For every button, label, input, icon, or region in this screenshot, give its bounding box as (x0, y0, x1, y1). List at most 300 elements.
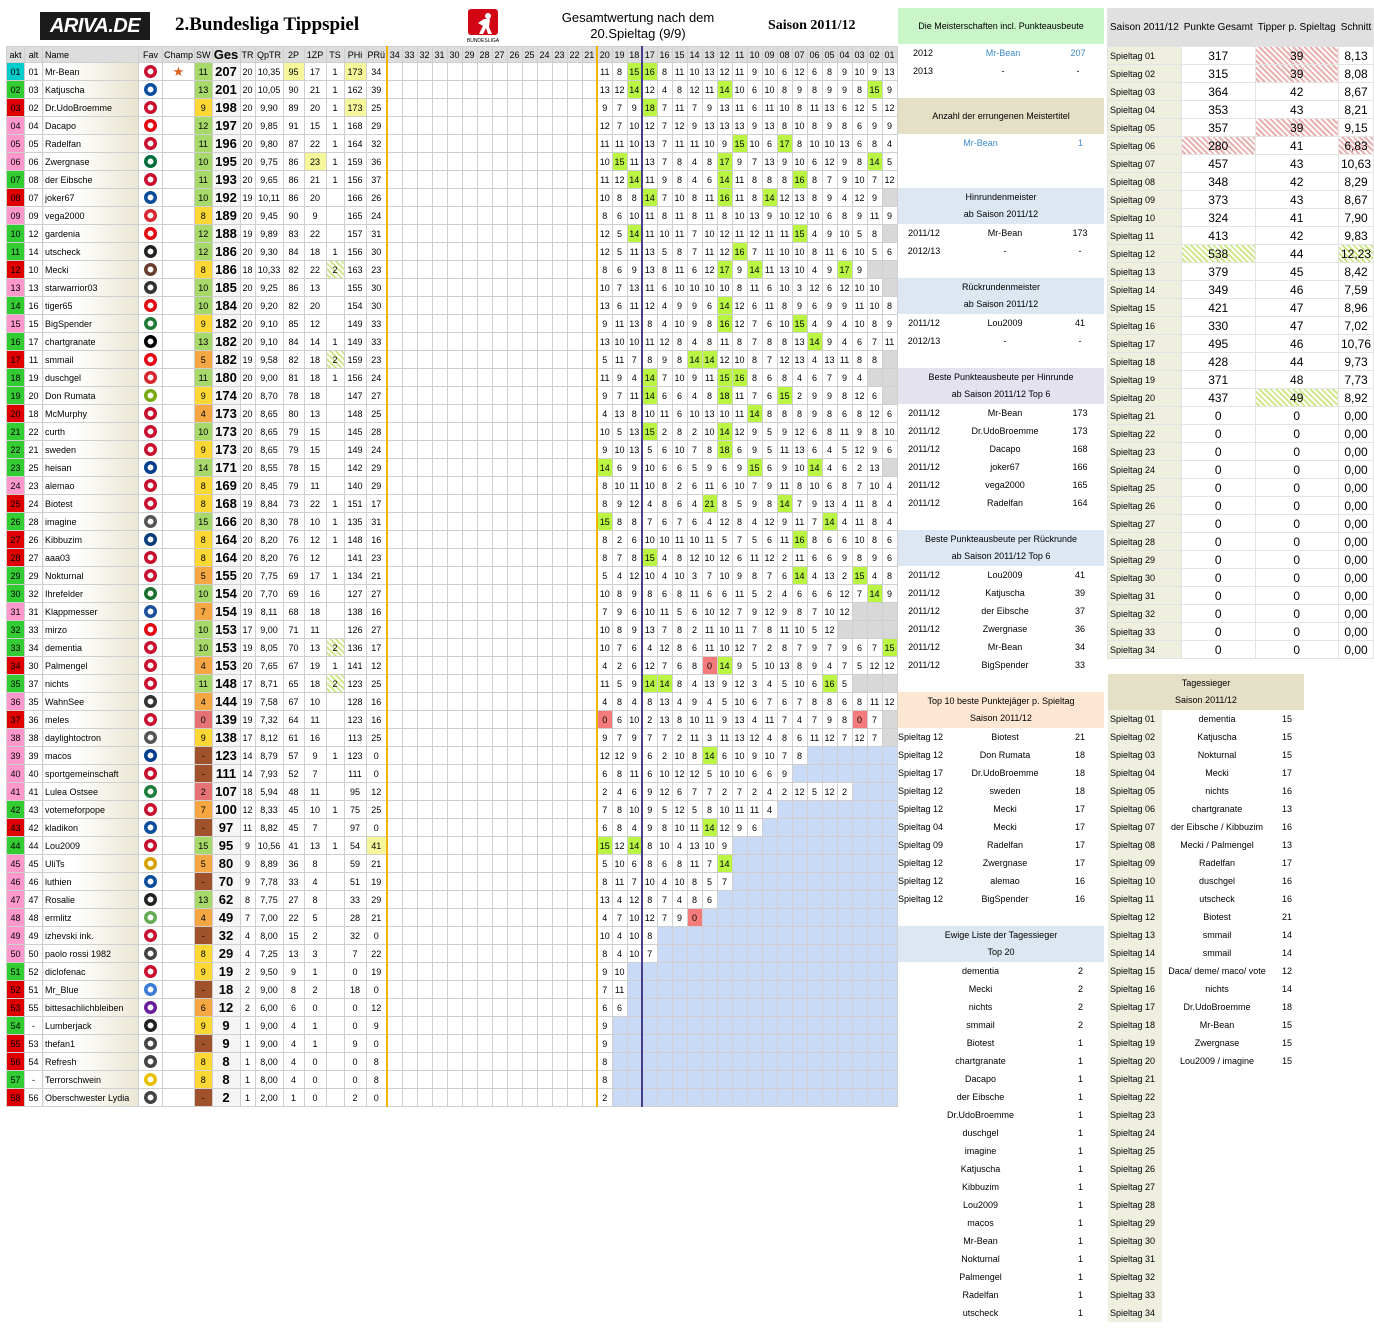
matchday-cell (552, 657, 567, 675)
col-header-matchday[interactable]: 34 (387, 47, 402, 63)
matchday-cell (432, 621, 447, 639)
matchday-points: 6 (672, 783, 687, 801)
player-name[interactable]: Terrorschwein (43, 1071, 139, 1089)
matchday-points: 8 (867, 135, 882, 153)
table-row[interactable] (7, 387, 898, 405)
player-name[interactable]: Klappmesser (43, 603, 139, 621)
matchday-points (627, 1053, 642, 1071)
table-row[interactable] (7, 333, 898, 351)
two-points: 91 (283, 117, 304, 135)
table-row[interactable] (7, 549, 898, 567)
matchday-cell (462, 225, 477, 243)
stats-col-header[interactable]: Tipper p. Spieltag (1255, 9, 1338, 47)
table-row[interactable] (7, 189, 898, 207)
player-name[interactable]: Lou2009 (43, 837, 139, 855)
rank-current: 05 (7, 135, 25, 153)
col-header-akt[interactable]: akt (7, 47, 25, 63)
table-row[interactable] (7, 171, 898, 189)
col-header-matchday[interactable]: 10 (747, 47, 762, 63)
col-header-matchday[interactable]: 31 (432, 47, 447, 63)
player-name[interactable]: Mecki (43, 261, 139, 279)
col-header-matchday[interactable]: 07 (792, 47, 807, 63)
table-row[interactable] (7, 657, 898, 675)
matchday-cell (522, 63, 537, 81)
col-header-name[interactable]: Name (43, 47, 139, 63)
table-row[interactable] (7, 297, 898, 315)
two-points: 82 (283, 351, 304, 369)
matchday-cell (447, 63, 462, 81)
matchday-points: 8 (837, 387, 852, 405)
col-header-matchday[interactable]: 17 (642, 47, 657, 63)
stats-row (1108, 281, 1374, 299)
favorite-team-icon (139, 657, 163, 675)
matchday-points: 4 (807, 351, 822, 369)
matchday-cell (507, 963, 522, 981)
panel-cell: 17 (1281, 768, 1292, 778)
col-header-matchday[interactable]: 15 (672, 47, 687, 63)
matchday-cell (477, 441, 492, 459)
matchday-score: 11 (195, 135, 213, 153)
matchday-cell (507, 585, 522, 603)
matchday-points: 6 (822, 477, 837, 495)
one-point: 8 (304, 855, 326, 873)
matchday-score: - (195, 873, 213, 891)
team-badge-icon (144, 767, 157, 780)
matchday-points (792, 1071, 807, 1089)
table-row[interactable] (7, 63, 898, 81)
col-header-matchday[interactable]: 12 (717, 47, 732, 63)
player-name[interactable]: tiger65 (43, 297, 139, 315)
matchday-points: 13 (762, 117, 777, 135)
player-name[interactable]: Palmengel (43, 657, 139, 675)
panel-cell: Radelfan (986, 498, 1024, 508)
matchday-points: 8 (747, 189, 762, 207)
matchday-cell (432, 585, 447, 603)
matchday-cell (477, 153, 492, 171)
player-name[interactable]: gardenia (43, 225, 139, 243)
rank-current: 51 (7, 963, 25, 981)
col-header-matchday[interactable]: 28 (477, 47, 492, 63)
col-header-matchday[interactable]: 03 (852, 47, 867, 63)
col-header-matchday[interactable]: 29 (462, 47, 477, 63)
player-name[interactable]: Don Rumata (43, 387, 139, 405)
col-header-pru[interactable]: PRü (366, 47, 387, 63)
player-name[interactable]: diclofenac (43, 963, 139, 981)
table-row[interactable] (7, 513, 898, 531)
matchday-points: 4 (657, 567, 672, 585)
table-row[interactable] (7, 819, 898, 837)
total-points: 153 (212, 639, 240, 657)
player-name[interactable]: Biotest (43, 495, 139, 513)
col-header-alt[interactable]: alt (25, 47, 43, 63)
player-name[interactable]: starwarrior03 (43, 279, 139, 297)
player-name[interactable]: Lulea Ostsee (43, 783, 139, 801)
matchday-cell (507, 855, 522, 873)
table-row[interactable] (7, 945, 898, 963)
table-row[interactable] (7, 999, 898, 1017)
player-name[interactable]: daylightoctron (43, 729, 139, 747)
table-row[interactable] (7, 477, 898, 495)
points-second-half: 28 (366, 423, 387, 441)
matchday-cell (477, 693, 492, 711)
matchday-cell (447, 837, 462, 855)
panel-row (898, 1088, 1104, 1106)
matchday-cell (432, 189, 447, 207)
col-header-sw[interactable]: SW (195, 47, 213, 63)
matchday-cell (492, 1071, 507, 1089)
panel-cell: 1 (1077, 1074, 1083, 1084)
matchday-cell (537, 603, 552, 621)
points-second-half: 12 (366, 657, 387, 675)
col-header-matchday[interactable]: 20 (597, 47, 612, 63)
table-row[interactable] (7, 585, 898, 603)
total-points: 166 (212, 513, 240, 531)
matchday-cell (447, 315, 462, 333)
matchday-cell (507, 513, 522, 531)
player-name[interactable]: WahnSee (43, 693, 139, 711)
player-name[interactable]: meles (43, 711, 139, 729)
stats-cell: 39 (1255, 119, 1338, 137)
player-name[interactable]: kladikon (43, 819, 139, 837)
points-second-half: 34 (366, 63, 387, 81)
player-name[interactable]: BigSpender (43, 315, 139, 333)
matchday-cell (507, 279, 522, 297)
player-name[interactable]: Dacapo (43, 117, 139, 135)
player-name[interactable]: joker67 (43, 189, 139, 207)
col-header-matchday[interactable]: 27 (492, 47, 507, 63)
player-name[interactable]: dementia (43, 639, 139, 657)
daily-wins (326, 945, 344, 963)
table-row[interactable] (7, 279, 898, 297)
player-name[interactable]: bittesachlichbleiben (43, 999, 139, 1017)
tipp-rounds: 20 (240, 405, 255, 423)
matchday-points: 4 (837, 315, 852, 333)
player-name[interactable]: Zwergnase (43, 153, 139, 171)
table-row[interactable] (7, 1017, 898, 1035)
panel-cell: 2011/12 (908, 606, 940, 616)
col-header-ts[interactable]: TS (326, 47, 344, 63)
player-name[interactable]: alemao (43, 477, 139, 495)
player-name[interactable]: Dr.UdoBroemme (43, 99, 139, 117)
table-row[interactable] (7, 693, 898, 711)
col-header-matchday[interactable]: 16 (657, 47, 672, 63)
stats-cell: 8,29 (1338, 173, 1374, 191)
player-name[interactable]: aaa03 (43, 549, 139, 567)
table-row[interactable] (7, 261, 898, 279)
matchday-points: 5 (597, 855, 612, 873)
table-row[interactable] (7, 747, 898, 765)
table-row[interactable] (7, 1089, 898, 1107)
player-name[interactable]: sweden (43, 441, 139, 459)
col-header-matchday[interactable]: 08 (777, 47, 792, 63)
player-name[interactable]: vega2000 (43, 207, 139, 225)
player-name[interactable]: luthien (43, 873, 139, 891)
table-row[interactable] (7, 495, 898, 513)
table-row[interactable] (7, 981, 898, 999)
player-name[interactable]: Mr-Bean (43, 63, 139, 81)
col-header-fav[interactable]: Fav (139, 47, 163, 63)
matchday-cell (417, 999, 432, 1017)
player-name[interactable]: smmail (43, 351, 139, 369)
avg-per-round: 9,50 (255, 963, 283, 981)
player-name[interactable]: Lumberjack (43, 1017, 139, 1035)
col-header-qtr[interactable]: QpTR (255, 47, 283, 63)
table-row[interactable] (7, 243, 898, 261)
team-badge-icon (144, 587, 157, 600)
table-row[interactable] (7, 459, 898, 477)
matchday-points: 16 (642, 63, 657, 81)
col-header-matchday[interactable]: 13 (702, 47, 717, 63)
col-header-matchday[interactable]: 05 (822, 47, 837, 63)
table-row[interactable] (7, 603, 898, 621)
matchday-cell (402, 909, 417, 927)
matchday-points: 14 (777, 495, 792, 513)
table-row[interactable] (7, 675, 898, 693)
matchday-cell (507, 927, 522, 945)
matchday-cell (432, 639, 447, 657)
table-row[interactable] (7, 207, 898, 225)
table-row[interactable] (7, 405, 898, 423)
player-name[interactable]: ermlitz (43, 909, 139, 927)
player-name[interactable]: Oberschwester Lydia (43, 1089, 139, 1107)
favorite-team-icon (139, 819, 163, 837)
panel-heading-text (962, 279, 1040, 313)
table-row[interactable] (7, 135, 898, 153)
col-header-p1[interactable]: 1ZP (304, 47, 326, 63)
table-row[interactable] (7, 423, 898, 441)
col-header-phi[interactable]: PHi (344, 47, 366, 63)
col-header-champ[interactable]: Champ (163, 47, 195, 63)
player-name[interactable]: heisan (43, 459, 139, 477)
matchday-cell (567, 873, 582, 891)
col-header-matchday[interactable]: 25 (522, 47, 537, 63)
matchday-cell (507, 387, 522, 405)
table-row[interactable] (7, 153, 898, 171)
player-name[interactable]: imagine (43, 513, 139, 531)
panel-cell: Katjuscha (985, 588, 1025, 598)
player-name[interactable]: nichts (43, 675, 139, 693)
player-name[interactable]: Rosalie (43, 891, 139, 909)
player-name[interactable]: utscheck (43, 243, 139, 261)
table-row[interactable] (7, 621, 898, 639)
player-name[interactable]: sportgemeinschaft (43, 765, 139, 783)
table-row[interactable] (7, 117, 898, 135)
avg-per-round: 8,30 (255, 513, 283, 531)
matchday-points: 8 (687, 747, 702, 765)
table-row[interactable] (7, 765, 898, 783)
favorite-team-icon (139, 315, 163, 333)
two-points: 86 (283, 153, 304, 171)
col-header-matchday[interactable]: 23 (552, 47, 567, 63)
matchday-cell (477, 909, 492, 927)
player-name[interactable]: Nokturnal (43, 567, 139, 585)
tipp-rounds: 20 (240, 531, 255, 549)
table-row[interactable] (7, 927, 898, 945)
col-header-matchday[interactable]: 22 (567, 47, 582, 63)
ariva-logo[interactable] (40, 12, 150, 40)
player-name[interactable]: Radelfan (43, 135, 139, 153)
col-header-matchday[interactable]: 26 (507, 47, 522, 63)
col-header-matchday[interactable]: 18 (627, 47, 642, 63)
matchday-cell (432, 1089, 447, 1107)
player-name[interactable]: curth (43, 423, 139, 441)
col-header-matchday[interactable]: 04 (837, 47, 852, 63)
col-header-p2[interactable]: 2P (283, 47, 304, 63)
col-header-matchday[interactable]: 01 (882, 47, 897, 63)
table-row[interactable] (7, 909, 898, 927)
rank-current: 56 (7, 1053, 25, 1071)
matchday-cell (507, 873, 522, 891)
matchday-points: 10 (717, 765, 732, 783)
table-row[interactable] (7, 81, 898, 99)
col-header-matchday[interactable]: 21 (582, 47, 597, 63)
one-point: 17 (304, 567, 326, 585)
player-name[interactable]: UliTs (43, 855, 139, 873)
table-row[interactable] (7, 225, 898, 243)
matchday-cell (582, 711, 597, 729)
player-name[interactable]: chartgranate (43, 333, 139, 351)
table-row[interactable] (7, 1071, 898, 1089)
player-name[interactable]: Kibbuzim (43, 531, 139, 549)
stats-row (1108, 299, 1374, 317)
matchday-points: 8 (747, 369, 762, 387)
rank-previous: 10 (25, 261, 43, 279)
team-badge-icon (144, 317, 157, 330)
col-header-matchday[interactable]: 19 (612, 47, 627, 63)
table-row[interactable] (7, 783, 898, 801)
matchday-points (792, 1017, 807, 1035)
points-second-half: 31 (366, 513, 387, 531)
panel-cell: Spieltag 20 (1108, 1052, 1162, 1070)
tipp-rounds: 7 (240, 909, 255, 927)
rank-previous: 56 (25, 1089, 43, 1107)
table-row[interactable] (7, 441, 898, 459)
player-name[interactable]: Refresh (43, 1053, 139, 1071)
stats-col-header[interactable]: Saison 2011/12 (1108, 9, 1182, 47)
matchday-points: 12 (687, 81, 702, 99)
matchday-points: 10 (717, 801, 732, 819)
player-name[interactable]: votemeforpope (43, 801, 139, 819)
table-row[interactable] (7, 873, 898, 891)
matchday-points: 6 (822, 549, 837, 567)
points-second-half: 17 (366, 639, 387, 657)
table-row[interactable] (7, 531, 898, 549)
table-row[interactable] (7, 369, 898, 387)
matchday-points (807, 765, 822, 783)
matchday-points: 6 (882, 243, 897, 261)
table-row[interactable] (7, 1035, 898, 1053)
player-name[interactable]: thefan1 (43, 1035, 139, 1053)
champ-icon (163, 927, 195, 945)
matchday-points (762, 1035, 777, 1053)
player-name[interactable]: Mr_Blue (43, 981, 139, 999)
points-second-half: 33 (366, 333, 387, 351)
player-name[interactable]: der Eibsche (43, 171, 139, 189)
table-row[interactable] (7, 891, 898, 909)
table-row[interactable] (7, 567, 898, 585)
player-name[interactable]: mirzo (43, 621, 139, 639)
table-row[interactable] (7, 639, 898, 657)
matchday-points: 12 (672, 765, 687, 783)
matchday-points: 6 (807, 441, 822, 459)
table-row[interactable] (7, 837, 898, 855)
col-header-matchday[interactable]: 11 (732, 47, 747, 63)
rank-current: 30 (7, 585, 25, 603)
matchday-points (807, 1071, 822, 1089)
matchday-points (717, 1089, 732, 1107)
matchday-points: 8 (597, 549, 612, 567)
matchday-cell (462, 945, 477, 963)
matchday-cell (462, 513, 477, 531)
matchday-cell (432, 1071, 447, 1089)
matchday-points: 5 (747, 531, 762, 549)
avg-per-round: 8,05 (255, 639, 283, 657)
matchday-points: 9 (777, 765, 792, 783)
matchday-points: 7 (657, 369, 672, 387)
matchday-points (777, 981, 792, 999)
col-header-matchday[interactable]: 30 (447, 47, 462, 63)
player-name[interactable]: macos (43, 747, 139, 765)
rank-previous: 25 (25, 459, 43, 477)
player-name[interactable]: Ihrefelder (43, 585, 139, 603)
player-name[interactable]: McMurphy (43, 405, 139, 423)
col-header-tr[interactable]: TR (240, 47, 255, 63)
col-header-matchday[interactable]: 32 (417, 47, 432, 63)
table-row[interactable] (7, 315, 898, 333)
player-name[interactable]: duschgel (43, 369, 139, 387)
matchday-points (792, 855, 807, 873)
matchday-cell (402, 207, 417, 225)
player-name[interactable]: Katjuscha (43, 81, 139, 99)
panel-row (898, 638, 1104, 656)
table-row[interactable] (7, 801, 898, 819)
matchday-cell (402, 81, 417, 99)
table-row[interactable] (7, 99, 898, 117)
table-row[interactable] (7, 729, 898, 747)
rank-previous: 52 (25, 963, 43, 981)
matchday-points: 2 (762, 585, 777, 603)
table-row[interactable] (7, 351, 898, 369)
panel-heading-text (932, 108, 1070, 125)
matchday-points (792, 909, 807, 927)
table-row[interactable] (7, 1053, 898, 1071)
col-header-matchday[interactable]: 06 (807, 47, 822, 63)
col-header-ges[interactable]: Ges (213, 47, 239, 62)
one-point: 1 (304, 963, 326, 981)
matchday-points: 9 (822, 333, 837, 351)
col-header-matchday[interactable]: 24 (537, 47, 552, 63)
col-header-matchday[interactable]: 14 (687, 47, 702, 63)
matchday-points (687, 1035, 702, 1053)
player-name[interactable]: izhevski ink. (43, 927, 139, 945)
matchday-points: 10 (612, 477, 627, 495)
matchday-cell (567, 945, 582, 963)
stats-col-header[interactable]: Schnitt (1338, 9, 1374, 47)
player-name[interactable]: paolo rossi 1982 (43, 945, 139, 963)
table-row[interactable] (7, 855, 898, 873)
matchday-cell (402, 621, 417, 639)
col-header-matchday[interactable]: 33 (402, 47, 417, 63)
matchday-cell (507, 171, 522, 189)
stats-col-header[interactable]: Punkte Gesamt (1181, 9, 1255, 47)
col-header-matchday[interactable]: 02 (867, 47, 882, 63)
tipp-rounds: 20 (240, 333, 255, 351)
col-header-matchday[interactable]: 09 (762, 47, 777, 63)
table-row[interactable] (7, 711, 898, 729)
matchday-points: 6 (837, 459, 852, 477)
table-row[interactable] (7, 963, 898, 981)
matchday-points: 10 (702, 279, 717, 297)
